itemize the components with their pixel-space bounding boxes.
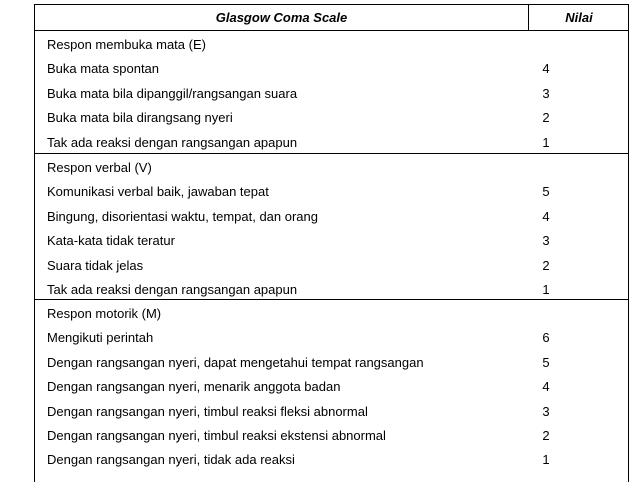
row-label: Tak ada reaksi dengan rangsangan apapun xyxy=(47,134,298,150)
table-row xyxy=(35,278,628,302)
table-header xyxy=(35,5,628,31)
row-label: Suara tidak jelas xyxy=(47,257,144,273)
table-row xyxy=(35,131,628,155)
section-heading: Respon verbal (V) xyxy=(47,160,152,175)
table-row xyxy=(35,180,628,204)
table-row xyxy=(35,254,628,278)
section-heading-row xyxy=(35,302,628,326)
row-value: 2 xyxy=(542,257,550,273)
row-value: 5 xyxy=(542,354,550,370)
row-value: 2 xyxy=(542,428,550,443)
table-row xyxy=(35,424,628,448)
table-row xyxy=(35,82,628,106)
row-label: Dengan rangsangan nyeri, timbul reaksi ekstensi abnormal xyxy=(47,428,386,443)
section-heading: Respon membuka mata (E) xyxy=(47,37,206,52)
row-label: Buka mata spontan xyxy=(47,61,160,77)
row-value: 6 xyxy=(542,330,550,346)
row-label: Dengan rangsangan nyeri, timbul reaksi fleksi abnormal xyxy=(47,403,368,419)
section-2 xyxy=(35,154,628,300)
row-value: 3 xyxy=(542,233,550,249)
row-value: 1 xyxy=(542,452,550,468)
table-row xyxy=(35,448,628,472)
header-title: Glasgow Coma Scale xyxy=(215,10,348,25)
section-3 xyxy=(35,300,628,479)
section-heading-row xyxy=(35,33,628,57)
row-label: Komunikasi verbal baik, jawaban tepat xyxy=(47,184,269,200)
row-label: Buka mata bila dirangsang nyeri xyxy=(47,110,233,126)
row-label: Tak ada reaksi dengan rangsangan apapun xyxy=(47,282,298,297)
row-value: 2 xyxy=(542,110,550,126)
row-value: 1 xyxy=(542,282,550,297)
row-value: 1 xyxy=(542,134,550,150)
row-value: 4 xyxy=(542,379,550,395)
gcs-table xyxy=(34,4,629,482)
table-row xyxy=(35,351,628,375)
row-value: 3 xyxy=(542,403,550,419)
row-label: Mengikuti perintah xyxy=(47,330,154,346)
row-value: 4 xyxy=(542,61,550,77)
row-label: Dengan rangsangan nyeri, dapat mengetahui tempat rangsangan xyxy=(47,354,424,370)
row-value: 4 xyxy=(542,208,550,224)
table-row xyxy=(35,400,628,424)
row-label: Bingung, disorientasi waktu, tempat, dan orang xyxy=(47,208,319,224)
section-heading-row xyxy=(35,156,628,180)
table-row xyxy=(35,205,628,229)
table-row xyxy=(35,375,628,399)
row-label: Kata-kata tidak teratur xyxy=(47,233,175,249)
row-label: Dengan rangsangan nyeri, tidak ada reaksi xyxy=(47,452,295,468)
section-1 xyxy=(35,31,628,154)
section-heading: Respon motorik (M) xyxy=(47,306,162,321)
header-nilai: Nilai xyxy=(565,10,593,25)
table-row xyxy=(35,229,628,253)
row-label: Dengan rangsangan nyeri, menarik anggota badan xyxy=(47,379,341,395)
table-row xyxy=(35,106,628,130)
row-value: 3 xyxy=(542,85,550,101)
row-label: Buka mata bila dipanggil/rangsangan suara xyxy=(47,85,298,101)
table-row xyxy=(35,326,628,350)
table-row xyxy=(35,57,628,81)
row-value: 5 xyxy=(542,184,550,200)
